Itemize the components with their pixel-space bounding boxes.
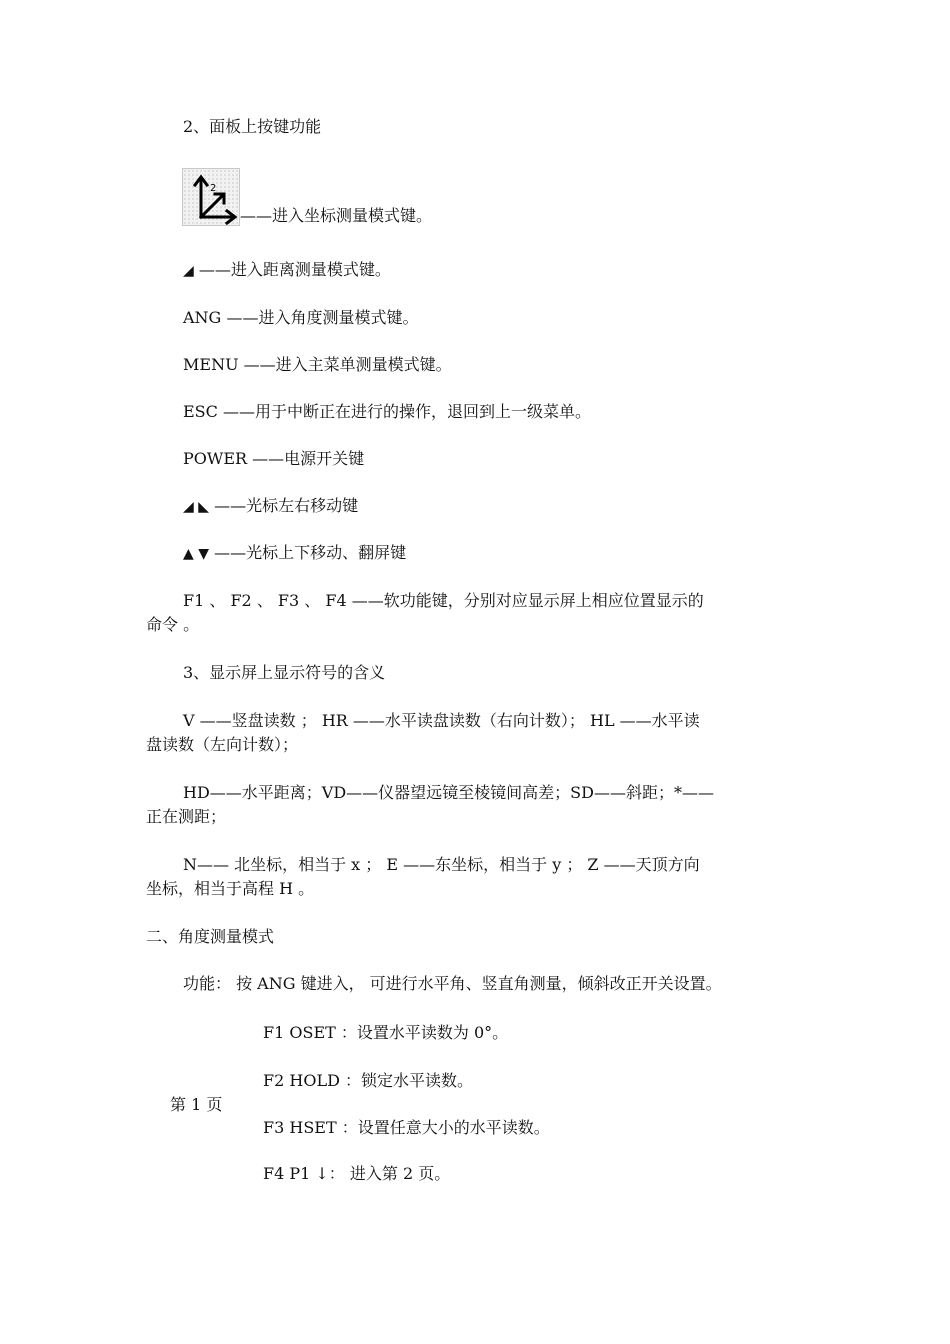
symbols-p1-line-1: V ——竖盘读数 ； HR ——水平读盘读数（右向计数）； HL ——水平读 xyxy=(183,711,700,730)
symbols-p1-line-2: 盘读数（左向计数）； xyxy=(146,735,299,754)
symbols-p2-line-2: 正在测距； xyxy=(146,807,227,826)
key-row-esc xyxy=(183,400,591,424)
fkey-item-3: F3 HSET ：设置任意大小的水平读数。 xyxy=(263,1118,550,1137)
key-label-ang: ANG xyxy=(183,308,222,327)
section-heading-symbols: 3、显示屏上显示符号的含义 xyxy=(183,663,386,682)
key-row-distance xyxy=(183,258,391,283)
up-down-arrows-icon: ▲ ▼ xyxy=(183,546,209,562)
fkey-item-4: F4 P1 ↓： 进入第 2 页。 xyxy=(263,1164,451,1183)
key-label-esc: ESC xyxy=(183,402,218,421)
fkey-item-1: F1 OSET ：设置水平读数为 0°。 xyxy=(263,1023,509,1042)
key-desc-esc: ——用于中断正在进行的操作，退回到上一级菜单。 xyxy=(222,402,591,421)
key-desc-ang: ——进入角度测量模式键。 xyxy=(226,308,419,327)
key-desc-leftright: ——光标左右移动键 xyxy=(214,496,359,515)
key-label-power: POWER xyxy=(183,449,248,468)
key-row-power xyxy=(183,447,364,471)
fkey-item-2: F2 HOLD ：锁定水平读数。 xyxy=(263,1071,473,1090)
left-right-arrows-icon: ◢ ◣ xyxy=(183,499,209,515)
key-desc-updown: ——光标上下移动、翻屏键 xyxy=(214,543,407,562)
key-row-menu xyxy=(183,353,452,377)
key-desc-menu: ——进入主菜单测量模式键。 xyxy=(243,355,452,374)
part-heading-angle-mode: 二、角度测量模式 xyxy=(146,927,275,946)
symbols-p2-line-1: HD——水平距离；VD——仪器望远镜至棱镜间高差；SD——斜距；*—— xyxy=(183,783,714,802)
triangle-left-icon: ◢ xyxy=(183,263,194,279)
fkeys-line-2: 命令 。 xyxy=(146,615,200,634)
fkeys-line-1: F1 、 F2 、 F3 、 F4 ——软功能键，分别对应显示屏上相应位置显示的 xyxy=(183,591,704,610)
svg-text:2: 2 xyxy=(210,183,217,194)
coordinate-axes-svg xyxy=(183,169,241,227)
key-desc-power: ——电源开关键 xyxy=(252,449,365,468)
coordinate-axes-icon xyxy=(182,168,240,226)
symbols-p3-line-1: N—— 北坐标，相当于 x ； E ——东坐标，相当于 y ； Z ——天顶方向 xyxy=(183,855,700,874)
function-line: 功能： 按 ANG 键进入， 可进行水平角、竖直角测量，倾斜改正开关设置。 xyxy=(183,974,722,993)
key-row-leftright xyxy=(183,494,358,519)
key-label-menu: MENU xyxy=(183,355,239,374)
key-desc-distance: ——进入距离测量模式键。 xyxy=(198,260,391,279)
section-heading-panel-keys: 2、面板上按键功能 xyxy=(183,117,322,136)
page-label: 第 1 页 xyxy=(170,1095,223,1114)
key-row-updown xyxy=(183,541,406,566)
symbols-p3-line-2: 坐标，相当于高程 H 。 xyxy=(146,879,315,898)
key-row-ang xyxy=(183,306,418,330)
key-desc-coordinate: ——进入坐标测量模式键。 xyxy=(240,206,433,225)
